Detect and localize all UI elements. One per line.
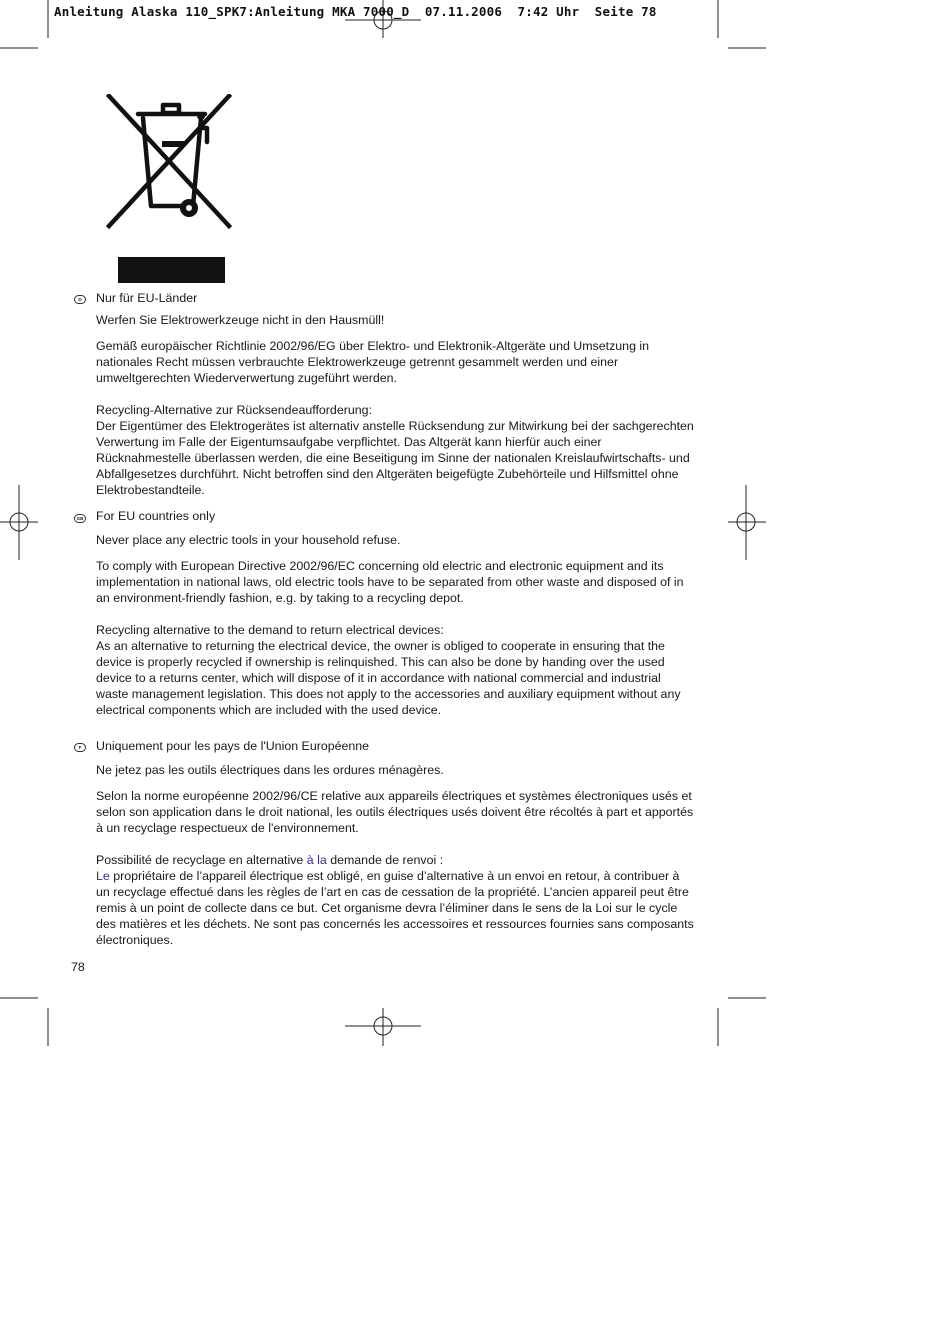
printer-slug-line: Anleitung Alaska 110_SPK7:Anleitung MKA 7000_D 07.11.2006 7:42 Uhr Seite 78 (54, 4, 657, 19)
paragraph: Ne jetez pas les outils électriques dans les ordures ménagères. (96, 763, 444, 777)
section-body-gb (96, 532, 696, 718)
crossed-out-wheeled-bin-icon (105, 94, 235, 230)
section-body-de (96, 312, 696, 498)
paragraph: As an alternative to returning the electrical device, the owner is obliged to cooperate in ensuring that the device is properly recycled if ownership is relinquished. This can also be done by handing over the used device to a returns center, which will dispose of it in accordance with national commercial and industrial waste management legislation. This does not apply to the accessories and auxiliary equipment without any electrical components which are included with the used device. (96, 639, 681, 717)
paragraph-heading: Recycling-Alternative zur Rücksendeaufforderung: (96, 403, 372, 417)
paragraph: Selon la norme européenne 2002/96/CE relative aux appareils électriques et systèmes électroniques usés et selon son application dans le droit national, les outils électriques usés doivent être récoltés à part et apportés à un recyclage respectueux de l'environnement. (96, 789, 694, 835)
paragraph (96, 868, 696, 948)
paragraph-heading: Recycling alternative to the demand to return electrical devices: (96, 623, 444, 637)
paragraph-link-text: Le (96, 869, 110, 883)
registration-mark-icon (728, 485, 766, 560)
section-title-fr: Uniquement pour les pays de l'Union Européenne (96, 739, 370, 753)
paragraph-text: propriétaire de l’appareil électrique est obligé, en guise d’alternative à un envoi en retour, à contribuer à un recyclage effectué dans les règles de l’art en cas de cessation de la propriété. L’ancien appareil peut être remis à un point de collecte dans ce but. Cet organisme devra l’éliminer dans le sens de la Loi sur le cycle des matières et les déchets. Ne sont pas concernés les accessoires et ressources fournies sans composants électroniques. (96, 869, 694, 947)
heading-text: Possibilité de recyclage en alternative (96, 853, 307, 867)
section-title-de: Nur für EU-Länder (96, 291, 198, 305)
registration-mark-icon (345, 1008, 421, 1046)
black-bar (118, 257, 225, 283)
registration-mark-icon (345, 0, 421, 38)
heading-link-text: à la (306, 853, 327, 867)
paragraph: To comply with European Directive 2002/96/EC concerning old electric and electronic equipment and its implementation in national laws, old electric tools have to be separated from other waste and disposed of in an environment-friendly fashion, e.g. by taking to a recycling depot. (96, 559, 684, 605)
heading-text: demande de renvoi : (326, 853, 444, 867)
page-number: 78 (71, 960, 85, 974)
paragraph: Werfen Sie Elektrowerkzeuge nicht in den Hausmüll! (96, 313, 385, 327)
paragraph-heading (96, 852, 696, 868)
language-flag-fr: F (74, 743, 86, 752)
paragraph: Der Eigentümer des Elektrogerätes ist alternativ anstelle Rücksendung zur Mitwirkung bei der sachgerechten Verwertung im Falle der Eigentumsaufgabe verpflichtet. Das Altgerät kann hierfür auch einer Rücknahmestelle überlassen werden, die eine Beseitigung im Sinne der nationalen Kreislaufwirtschafts- und Abfallgesetzes durchführt. Nicht betroffen sind den Altgeräten beigefügte Zubehörteile und Hilfsmittel ohne Elektrobestandteile. (96, 419, 694, 497)
section-body-fr (96, 762, 696, 948)
section-title-gb: For EU countries only (96, 509, 216, 523)
language-flag-de: D (74, 295, 86, 304)
registration-mark-icon (0, 485, 38, 560)
paragraph: Gemäß europäischer Richtlinie 2002/96/EG über Elektro- und Elektronik-Altgeräte und Umsetzung in nationales Recht müssen verbrauchte Elektrowerkzeuge getrennt gesammelt werden und einer umweltgerechten Wiederverwertung zugeführt werden. (96, 339, 650, 385)
language-flag-gb: GB (74, 514, 86, 523)
paragraph: Never place any electric tools in your household refuse. (96, 533, 401, 547)
